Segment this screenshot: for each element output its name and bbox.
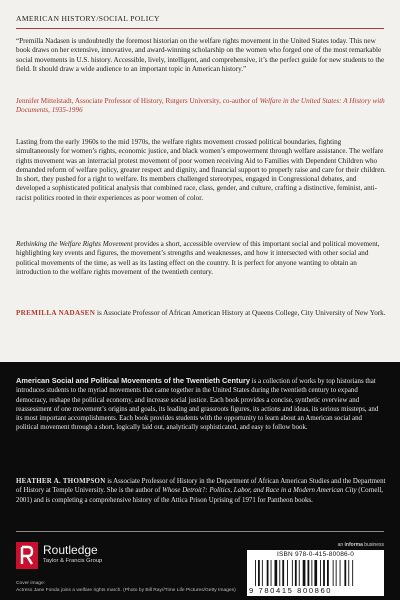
author-bio-text: is Associate Professor of African American History at Queens College, City University of New York. [95, 309, 386, 317]
barcode-bar [308, 560, 310, 586]
barcode-bar [323, 560, 325, 586]
imprint-suffix: business [362, 542, 384, 548]
barcode-bar [352, 560, 353, 586]
barcode-bar [271, 560, 272, 586]
series-text: is a collection of works by top historians that introduces students to the myriad movements that came together in the United States during the twentieth century to expand democracy, reshape the political economy, and increase social justice. Each book provides a concise, synthetic overview and reassessment of one movement’s origins and goals, its leading and grassroots figures, its actions and ideas, its serious missteps, and its most important accomplishments. Each book provides students with the opportunity to learn about an American social and political movement through a short, logically laid out, analytically sophisticated, and easy to follow book. [16, 378, 379, 432]
description-paragraph-1: Lasting from the early 1960s to the mid 1970s, the welfare rights movement crossed political boundaries, fighting simultaneously for women’s rights, economic justice, and black women’s empowerment through welfare assistance. The welfare rights movement was an interracial protest movement of poor women receiving Aid to Families with Dependent Children who demanded reform of welfare policy, greater respect and dignity, and financial support to properly raise and care for their children. In short, they pushed for a right to welfare. Its members challenged stereotypes, engaged in Congressional debates, and developed a sophisticated political analysis that combined race, class, gender, and culture, crafting a distinctive, feminist, anti-racist politics rooted in their experiences as poor women of color. [16, 138, 386, 202]
series-title: American Social and Political Movements of the Twentieth Century [16, 376, 250, 385]
barcode-bar [320, 560, 321, 586]
barcode-bar [333, 560, 334, 586]
editor-book-title: Whose Detroit?: Politics, Labor, and Race in a Modern American City [162, 487, 357, 495]
series-panel [0, 362, 400, 600]
barcode [247, 550, 384, 596]
editor-bio [16, 477, 386, 505]
barcode-bar [344, 560, 346, 586]
barcode-bar [340, 560, 341, 586]
attribution-lead: Jennifer Mittelstadt, Associate Professor of History, Rutgers University, co-author of [16, 97, 260, 105]
routledge-logo-icon [16, 542, 38, 569]
panel-rule [16, 531, 384, 532]
barcode-bar [275, 560, 278, 586]
editor-name: HEATHER A. THOMPSON [16, 478, 106, 485]
cover-credit-text: Actress Jane Fonda joins a welfare rights march. (Photo by Bill Ray//Time Life Pictures/Getty Images) [16, 588, 236, 594]
endorsement-attribution [16, 97, 386, 116]
publisher-name: Routledge [43, 543, 98, 557]
barcode-bar [336, 560, 337, 586]
barcode-bar [327, 560, 329, 586]
imprint-brand: informa [344, 542, 363, 548]
publisher-logo [16, 542, 156, 570]
barcode-bar [255, 560, 256, 586]
barcode-bar [292, 560, 293, 586]
barcode-bar [287, 560, 288, 586]
attribution-book-title: Welfare in the United States: A History with Documents, 1935-1996 [16, 97, 385, 115]
category-label: AMERICAN HISTORY/SOCIAL POLICY [16, 14, 160, 23]
barcode-bar [262, 560, 263, 586]
cover-credit [16, 580, 236, 594]
endorsement-quote: “Premilla Nadasen is undoubtedly the foremost historian on the welfare rights movement in the United States today. This new book draws on her extensive, innovative, and award-winning scholarship on the women who forged one of the most remarkable social movements in U.S. history. Accessible, lively, intelligent, and comprehensive, it’s the perfect guide for new students to the field. It should draw a wide audience to an important topic in American history.” [16, 37, 385, 73]
header-rule [16, 28, 384, 29]
barcode-bar [279, 560, 280, 586]
barcode-bar [267, 560, 269, 586]
author-name: PREMILLA NADASEN [16, 309, 96, 317]
barcode-bar [314, 560, 317, 586]
book-title: Rethinking the Welfare Rights Movement [16, 240, 133, 248]
barcode-bar [299, 560, 300, 586]
imprint-prefix: an [337, 542, 345, 548]
barcode-bar [258, 560, 260, 586]
publisher-group: Taylor & Francis Group [43, 558, 103, 564]
series-description [16, 376, 386, 433]
paragraph-2-text: provides a short, accessible overview of this important social and political movement, highlighting key events and figures, the movement’s strengths and weaknesses, and how it intersected with other social and political movements of the time, as well as its lasting effect on the country. It is perfect for anyone wanting to obtain an introduction to the welfare rights movement of the twentieth century. [16, 240, 380, 276]
barcode-bar [348, 560, 349, 586]
author-bio [16, 309, 386, 318]
barcode-bar [311, 560, 312, 586]
barcode-digits: 9 780415 800860 [249, 586, 333, 595]
isbn-number: ISBN 978-0-415-80086-0 [276, 551, 355, 558]
description-paragraph-2 [16, 240, 386, 277]
editor-bio-text-1: is Associate Professor of History in the Department of African American Studies and the Department of History at Temple University. She is the author of [16, 478, 386, 495]
barcode-bar [295, 560, 297, 586]
barcode-bars [255, 560, 376, 586]
imprint-line [338, 542, 384, 548]
barcode-bar [282, 560, 284, 586]
editor-bio-text-2: (Cornell, 2001) and is completing a comprehensive history of the Attica Prison Uprising of 1971 for Pantheon books. [16, 487, 383, 504]
barcode-bar [303, 560, 306, 586]
cover-credit-label: Cover image: [16, 581, 46, 586]
